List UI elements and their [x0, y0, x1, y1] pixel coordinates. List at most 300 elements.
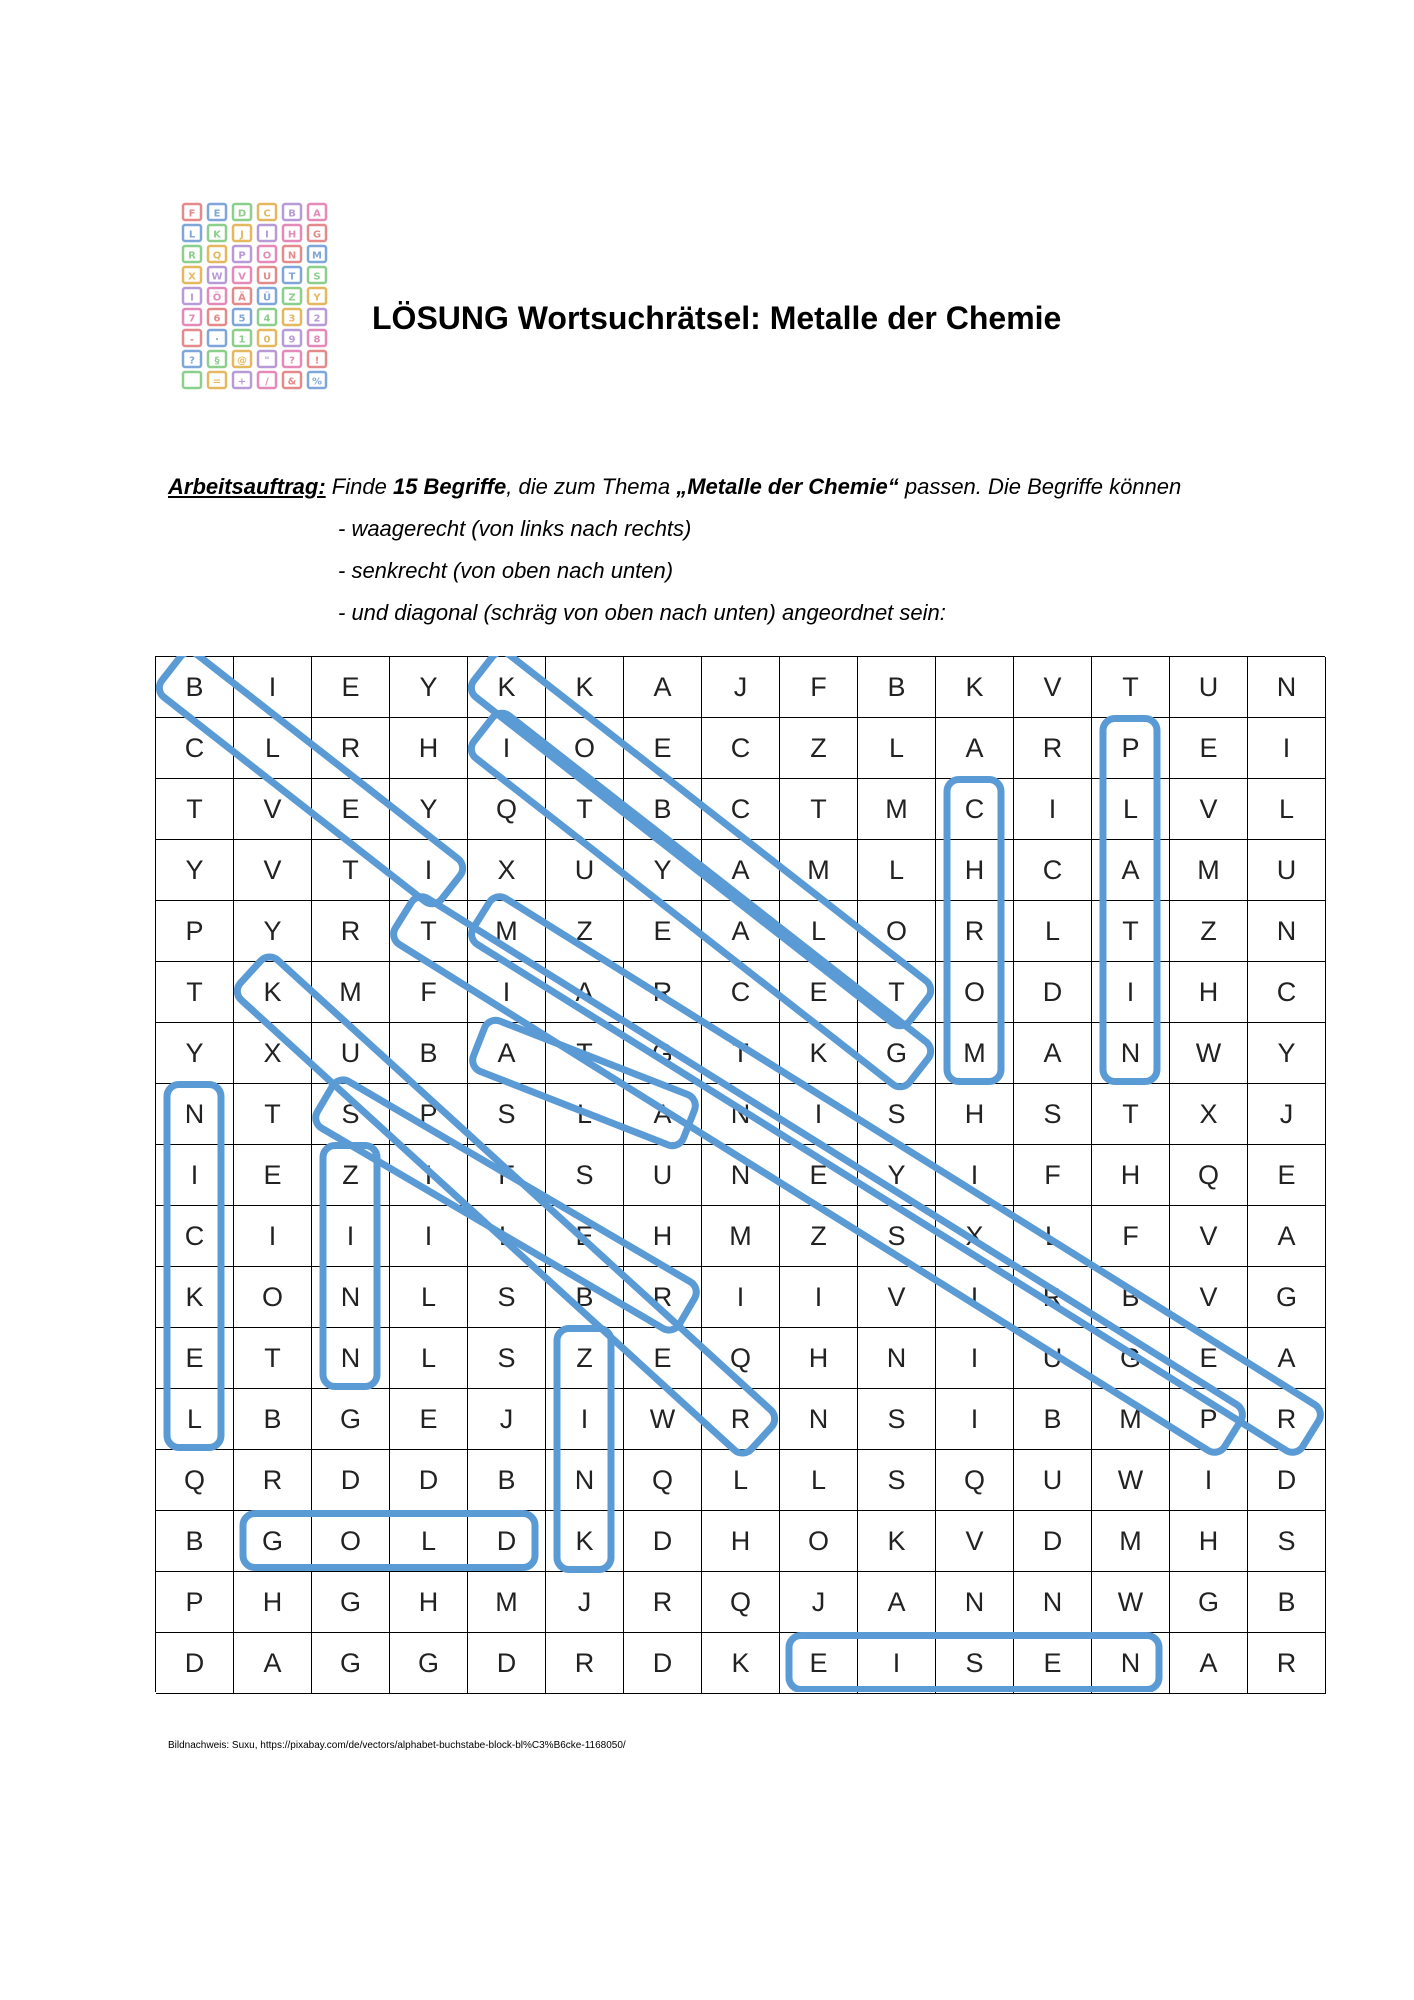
grid-cell: B: [156, 1511, 234, 1572]
grid-cell: Z: [312, 1145, 390, 1206]
grid-cell: R: [1014, 1267, 1092, 1328]
letter-block: [208, 246, 226, 262]
grid-cell: N: [1248, 901, 1326, 962]
letter-block: [233, 309, 251, 325]
letter-block: [183, 330, 201, 346]
letter-block: [283, 225, 301, 241]
grid-cell: L: [858, 718, 936, 779]
grid-cell: Y: [390, 657, 468, 718]
svg-text:2: 2: [313, 313, 321, 325]
grid-cell: I: [468, 962, 546, 1023]
grid-cell: Y: [390, 779, 468, 840]
grid-cell: K: [468, 657, 546, 718]
svg-text:V: V: [238, 271, 246, 283]
letter-block: [183, 309, 201, 325]
grid-cell: D: [1014, 962, 1092, 1023]
letter-block: [208, 225, 226, 241]
grid-cell: R: [312, 901, 390, 962]
grid-cell: I: [1170, 1450, 1248, 1511]
svg-text:X: X: [188, 271, 196, 283]
grid-cell: B: [1092, 1267, 1170, 1328]
svg-text:+: +: [237, 376, 247, 388]
letter-block: [308, 309, 326, 325]
grid-cell: C: [702, 962, 780, 1023]
letter-block: [258, 225, 276, 241]
instructions-text-1: Finde: [325, 474, 393, 499]
grid-cell: L: [1248, 779, 1326, 840]
grid-cell: U: [312, 1023, 390, 1084]
grid-cell: A: [1014, 1023, 1092, 1084]
grid-cell: K: [858, 1511, 936, 1572]
svg-text:-: -: [189, 334, 195, 346]
grid-cell: C: [1248, 962, 1326, 1023]
svg-text:W: W: [211, 271, 223, 283]
letter-block: [308, 288, 326, 304]
letter-block: [308, 225, 326, 241]
svg-text:Q: Q: [212, 250, 222, 262]
grid-cell: M: [1092, 1511, 1170, 1572]
svg-text:K: K: [213, 229, 221, 241]
grid-cell: T: [234, 1328, 312, 1389]
grid-cell: H: [390, 718, 468, 779]
grid-cell: U: [1014, 1328, 1092, 1389]
grid-cell: A: [624, 1084, 702, 1145]
letter-block: [233, 225, 251, 241]
grid-cell: D: [156, 1633, 234, 1694]
grid-cell: F: [1014, 1145, 1092, 1206]
grid-cell: Z: [780, 718, 858, 779]
grid-cell: E: [1014, 1633, 1092, 1694]
grid-cell: S: [858, 1450, 936, 1511]
letter-block: [233, 204, 251, 220]
grid-cell: C: [702, 718, 780, 779]
grid-cell: B: [624, 779, 702, 840]
grid-cell: E: [1170, 718, 1248, 779]
grid-cell: T: [156, 779, 234, 840]
svg-text:/: /: [265, 376, 269, 388]
grid-cell: I: [312, 1206, 390, 1267]
svg-text:Ö: Ö: [212, 292, 222, 304]
grid-cell: J: [780, 1572, 858, 1633]
letter-block: [183, 288, 201, 304]
grid-cell: E: [780, 962, 858, 1023]
grid-cell: V: [858, 1267, 936, 1328]
svg-text:4: 4: [263, 313, 271, 325]
grid-cell: H: [936, 840, 1014, 901]
grid-cell: D: [468, 1633, 546, 1694]
grid-cell: I: [468, 718, 546, 779]
letter-block: [308, 267, 326, 283]
grid-cell: W: [1092, 1450, 1170, 1511]
grid-cell: E: [234, 1145, 312, 1206]
svg-text:9: 9: [288, 334, 296, 346]
grid-cell: T: [156, 962, 234, 1023]
grid-cell: I: [858, 1633, 936, 1694]
grid-cell: A: [1248, 1206, 1326, 1267]
grid-cell: O: [546, 718, 624, 779]
svg-text:7: 7: [188, 313, 196, 325]
letter-block: [258, 351, 276, 367]
grid-cell: R: [624, 1572, 702, 1633]
grid-cell: L: [390, 1267, 468, 1328]
grid-cell: I: [1248, 718, 1326, 779]
grid-cell: L: [1014, 901, 1092, 962]
grid-cell: C: [156, 718, 234, 779]
grid-cell: Z: [546, 901, 624, 962]
letter-block: [208, 330, 226, 346]
grid-cell: L: [1014, 1206, 1092, 1267]
svg-text:J: J: [240, 229, 244, 241]
grid-cell: C: [936, 779, 1014, 840]
grid-cell: N: [858, 1328, 936, 1389]
letter-block: [208, 288, 226, 304]
grid-cell: T: [702, 1023, 780, 1084]
letter-block: [208, 267, 226, 283]
grid-cell: M: [1092, 1389, 1170, 1450]
grid-cell: A: [1248, 1328, 1326, 1389]
grid-cell: L: [1092, 779, 1170, 840]
grid-cell: F: [390, 962, 468, 1023]
grid-cell: Y: [624, 840, 702, 901]
grid-cell: E: [780, 1633, 858, 1694]
letter-block: [283, 372, 301, 388]
grid-cell: A: [234, 1633, 312, 1694]
grid-cell: N: [1248, 657, 1326, 718]
grid-cell: X: [936, 1206, 1014, 1267]
grid-cell: I: [780, 1267, 858, 1328]
letter-block: [258, 204, 276, 220]
grid-cell: L: [780, 1450, 858, 1511]
grid-cell: U: [624, 1145, 702, 1206]
grid-cell: M: [858, 779, 936, 840]
letter-block: [283, 351, 301, 367]
grid-cell: O: [936, 962, 1014, 1023]
grid-cell: Q: [1170, 1145, 1248, 1206]
grid-cell: K: [702, 1633, 780, 1694]
grid-cell: S: [468, 1328, 546, 1389]
grid-cell: S: [312, 1084, 390, 1145]
grid-cell: E: [156, 1328, 234, 1389]
grid-cell: N: [546, 1450, 624, 1511]
alphabet-blocks-icon: [180, 202, 330, 392]
grid-cell: O: [780, 1511, 858, 1572]
grid-cell: H: [234, 1572, 312, 1633]
svg-text:P: P: [238, 250, 246, 262]
svg-text:T: T: [288, 271, 296, 283]
grid-cell: B: [1248, 1572, 1326, 1633]
svg-text:3: 3: [288, 313, 296, 325]
grid-cell: G: [234, 1511, 312, 1572]
grid-cell: K: [780, 1023, 858, 1084]
grid-cell: Q: [468, 779, 546, 840]
grid-cell: S: [546, 1145, 624, 1206]
grid-cell: Z: [1170, 901, 1248, 962]
svg-text:Y: Y: [313, 292, 321, 304]
grid-cell: T: [1092, 901, 1170, 962]
grid-cell: N: [312, 1267, 390, 1328]
grid-cell: X: [234, 1023, 312, 1084]
grid-cell: H: [1092, 1145, 1170, 1206]
svg-text:": ": [264, 355, 270, 367]
grid-cell: Z: [546, 1328, 624, 1389]
grid-cell: B: [546, 1267, 624, 1328]
letter-block: [183, 204, 201, 220]
grid-cell: T: [312, 840, 390, 901]
grid-cell: E: [312, 779, 390, 840]
grid-cell: G: [1248, 1267, 1326, 1328]
letter-block: [258, 309, 276, 325]
page-title: LÖSUNG Wortsuchrätsel: Metalle der Chemie: [372, 300, 1062, 336]
grid-cell: S: [858, 1206, 936, 1267]
letter-block: [308, 246, 326, 262]
grid-cell: B: [1014, 1389, 1092, 1450]
letter-block: [283, 246, 301, 262]
grid-cell: G: [312, 1389, 390, 1450]
grid-cell: Q: [936, 1450, 1014, 1511]
grid-cell: I: [1092, 962, 1170, 1023]
instructions-text-3: passen. Die Begriffe können: [898, 474, 1182, 499]
grid-cell: J: [1248, 1084, 1326, 1145]
grid-cell: D: [1248, 1450, 1326, 1511]
grid-cell: B: [390, 1023, 468, 1084]
grid-cell: D: [390, 1450, 468, 1511]
instructions-line-4: - und diagonal (schräg von oben nach unten) angeordnet sein:: [338, 600, 946, 625]
grid-cell: N: [156, 1084, 234, 1145]
grid-cell: P: [156, 901, 234, 962]
grid-cell: Z: [780, 1206, 858, 1267]
grid-cell: U: [1170, 657, 1248, 718]
grid-cell: P: [1092, 718, 1170, 779]
grid-cell: M: [702, 1206, 780, 1267]
word-search-grid: [155, 656, 1325, 1692]
grid-cell: H: [780, 1328, 858, 1389]
grid-cell: Y: [1248, 1023, 1326, 1084]
grid-cell: M: [468, 901, 546, 962]
grid-cell: V: [1170, 1206, 1248, 1267]
grid-cell: L: [546, 1084, 624, 1145]
grid-cell: M: [468, 1572, 546, 1633]
svg-text:·: ·: [215, 334, 219, 346]
grid-cell: R: [312, 718, 390, 779]
svg-text:A: A: [313, 208, 321, 220]
svg-text:1: 1: [238, 334, 246, 346]
grid-cell: I: [780, 1084, 858, 1145]
grid-cell: T: [546, 1023, 624, 1084]
grid-cell: A: [624, 657, 702, 718]
letter-block: [258, 330, 276, 346]
grid-cell: L: [390, 1511, 468, 1572]
grid-cell: S: [468, 1084, 546, 1145]
grid-cell: B: [858, 657, 936, 718]
instructions: [168, 466, 1318, 634]
grid-cell: P: [390, 1084, 468, 1145]
grid-cell: Y: [156, 1023, 234, 1084]
letter-block: [283, 204, 301, 220]
grid-cell: A: [702, 840, 780, 901]
grid-cell: L: [858, 840, 936, 901]
letter-block: [258, 246, 276, 262]
grid-cell: W: [1092, 1572, 1170, 1633]
grid-cell: N: [702, 1145, 780, 1206]
instructions-count: 15 Begriffe: [392, 474, 507, 499]
grid-cell: N: [1014, 1572, 1092, 1633]
svg-text:6: 6: [213, 313, 221, 325]
grid-cell: T: [1092, 1084, 1170, 1145]
letter-block: [283, 330, 301, 346]
grid-cell: J: [702, 657, 780, 718]
grid-cell: X: [468, 840, 546, 901]
svg-text:N: N: [287, 250, 297, 262]
letter-block: [233, 351, 251, 367]
grid-cell: V: [936, 1511, 1014, 1572]
grid-cell: S: [1014, 1084, 1092, 1145]
grid-cell: C: [702, 779, 780, 840]
grid-cell: A: [1092, 840, 1170, 901]
grid-cell: C: [1014, 840, 1092, 901]
svg-text:@: @: [237, 355, 247, 367]
grid-cell: N: [780, 1389, 858, 1450]
svg-text:F: F: [188, 208, 196, 220]
grid-cell: X: [1170, 1084, 1248, 1145]
grid-cell: E: [1170, 1328, 1248, 1389]
grid-cell: L: [702, 1450, 780, 1511]
grid-cell: H: [390, 1572, 468, 1633]
letter-block: [233, 288, 251, 304]
grid-cell: V: [1170, 779, 1248, 840]
grid-cell: Y: [156, 840, 234, 901]
grid-cell: V: [1170, 1267, 1248, 1328]
grid-cell: O: [234, 1267, 312, 1328]
svg-text:%: %: [311, 376, 323, 388]
grid-cell: R: [1248, 1633, 1326, 1694]
grid-cell: R: [1014, 718, 1092, 779]
grid-cell: B: [468, 1450, 546, 1511]
svg-text:M: M: [312, 250, 322, 262]
grid-cell: R: [936, 901, 1014, 962]
grid-cell: S: [936, 1633, 1014, 1694]
letter-block: [183, 372, 201, 388]
svg-text:G: G: [312, 229, 322, 241]
letter-block: [233, 372, 251, 388]
grid-cell: K: [546, 1511, 624, 1572]
alphabet-blocks-logo: [180, 202, 330, 392]
grid-cell: N: [936, 1572, 1014, 1633]
grid-cell: F: [780, 657, 858, 718]
grid-cell: V: [234, 840, 312, 901]
letter-block: [308, 330, 326, 346]
grid-cell: S: [858, 1389, 936, 1450]
grid-cell: L: [156, 1389, 234, 1450]
grid-cell: K: [234, 962, 312, 1023]
grid-cell: M: [1170, 840, 1248, 901]
grid-cell: G: [390, 1633, 468, 1694]
svg-text:Z: Z: [288, 292, 296, 304]
grid-cell: A: [936, 718, 1014, 779]
grid-cell: A: [702, 901, 780, 962]
letter-block: [208, 351, 226, 367]
letter-block: [183, 246, 201, 262]
letter-block: [233, 330, 251, 346]
letter-block: [208, 309, 226, 325]
grid-cell: A: [858, 1572, 936, 1633]
grid-cell: S: [858, 1084, 936, 1145]
grid-cell: E: [624, 901, 702, 962]
grid-cell: N: [702, 1084, 780, 1145]
grid-cell: H: [936, 1084, 1014, 1145]
svg-text:&: &: [287, 376, 297, 388]
svg-text:L: L: [188, 229, 196, 241]
grid-cell: E: [312, 657, 390, 718]
grid-cell: I: [234, 1206, 312, 1267]
grid-cell: F: [1092, 1206, 1170, 1267]
letter-block: [208, 204, 226, 220]
grid-cell: U: [1248, 840, 1326, 901]
letter-block: [233, 246, 251, 262]
grid-cell: T: [858, 962, 936, 1023]
grid-cell: R: [702, 1389, 780, 1450]
grid-cell: R: [624, 962, 702, 1023]
grid-cell: J: [546, 1572, 624, 1633]
svg-text:H: H: [287, 229, 297, 241]
grid-cell: L: [780, 901, 858, 962]
grid-cell: H: [702, 1511, 780, 1572]
grid-cell: I: [546, 1389, 624, 1450]
grid-cell: O: [858, 901, 936, 962]
letter-block: [183, 267, 201, 283]
grid-cell: R: [546, 1633, 624, 1694]
instructions-line-3: - senkrecht (von oben nach unten): [338, 558, 674, 583]
grid-cell: Q: [624, 1450, 702, 1511]
grid-cell: I: [390, 1145, 468, 1206]
svg-text:R: R: [188, 250, 196, 262]
grid-cell: G: [858, 1023, 936, 1084]
grid-cell: I: [234, 657, 312, 718]
grid-cell: O: [312, 1511, 390, 1572]
svg-text:Ü: Ü: [262, 292, 272, 304]
grid-cell: E: [546, 1206, 624, 1267]
grid-cell: S: [1248, 1511, 1326, 1572]
letter-block: [308, 372, 326, 388]
grid-cell: E: [1248, 1145, 1326, 1206]
instructions-line-1: [168, 466, 1318, 508]
grid-cell: I: [390, 1206, 468, 1267]
grid-cell: I: [936, 1389, 1014, 1450]
grid-cell: D: [624, 1633, 702, 1694]
grid-cell: T: [390, 901, 468, 962]
grid-cell: T: [1092, 657, 1170, 718]
grid-cell: K: [936, 657, 1014, 718]
svg-text:=: =: [212, 376, 222, 388]
grid-cell: I: [936, 1328, 1014, 1389]
grid-cell: G: [1092, 1328, 1170, 1389]
grid-cell: H: [1170, 1511, 1248, 1572]
grid-cell: K: [156, 1267, 234, 1328]
grid-cell: I: [1014, 779, 1092, 840]
svg-text:B: B: [288, 208, 296, 220]
grid-cell: D: [624, 1511, 702, 1572]
svg-text:8: 8: [313, 334, 321, 346]
grid-cell: D: [312, 1450, 390, 1511]
instructions-label: Arbeitsauftrag:: [168, 474, 326, 499]
grid-cell: R: [234, 1450, 312, 1511]
letter-block: [183, 225, 201, 241]
grid-cell: B: [156, 657, 234, 718]
grid-cell: Q: [702, 1572, 780, 1633]
grid-cell: Q: [702, 1328, 780, 1389]
grid-cell: I: [390, 840, 468, 901]
svg-text:C: C: [263, 208, 271, 220]
grid-cell: N: [1092, 1633, 1170, 1694]
